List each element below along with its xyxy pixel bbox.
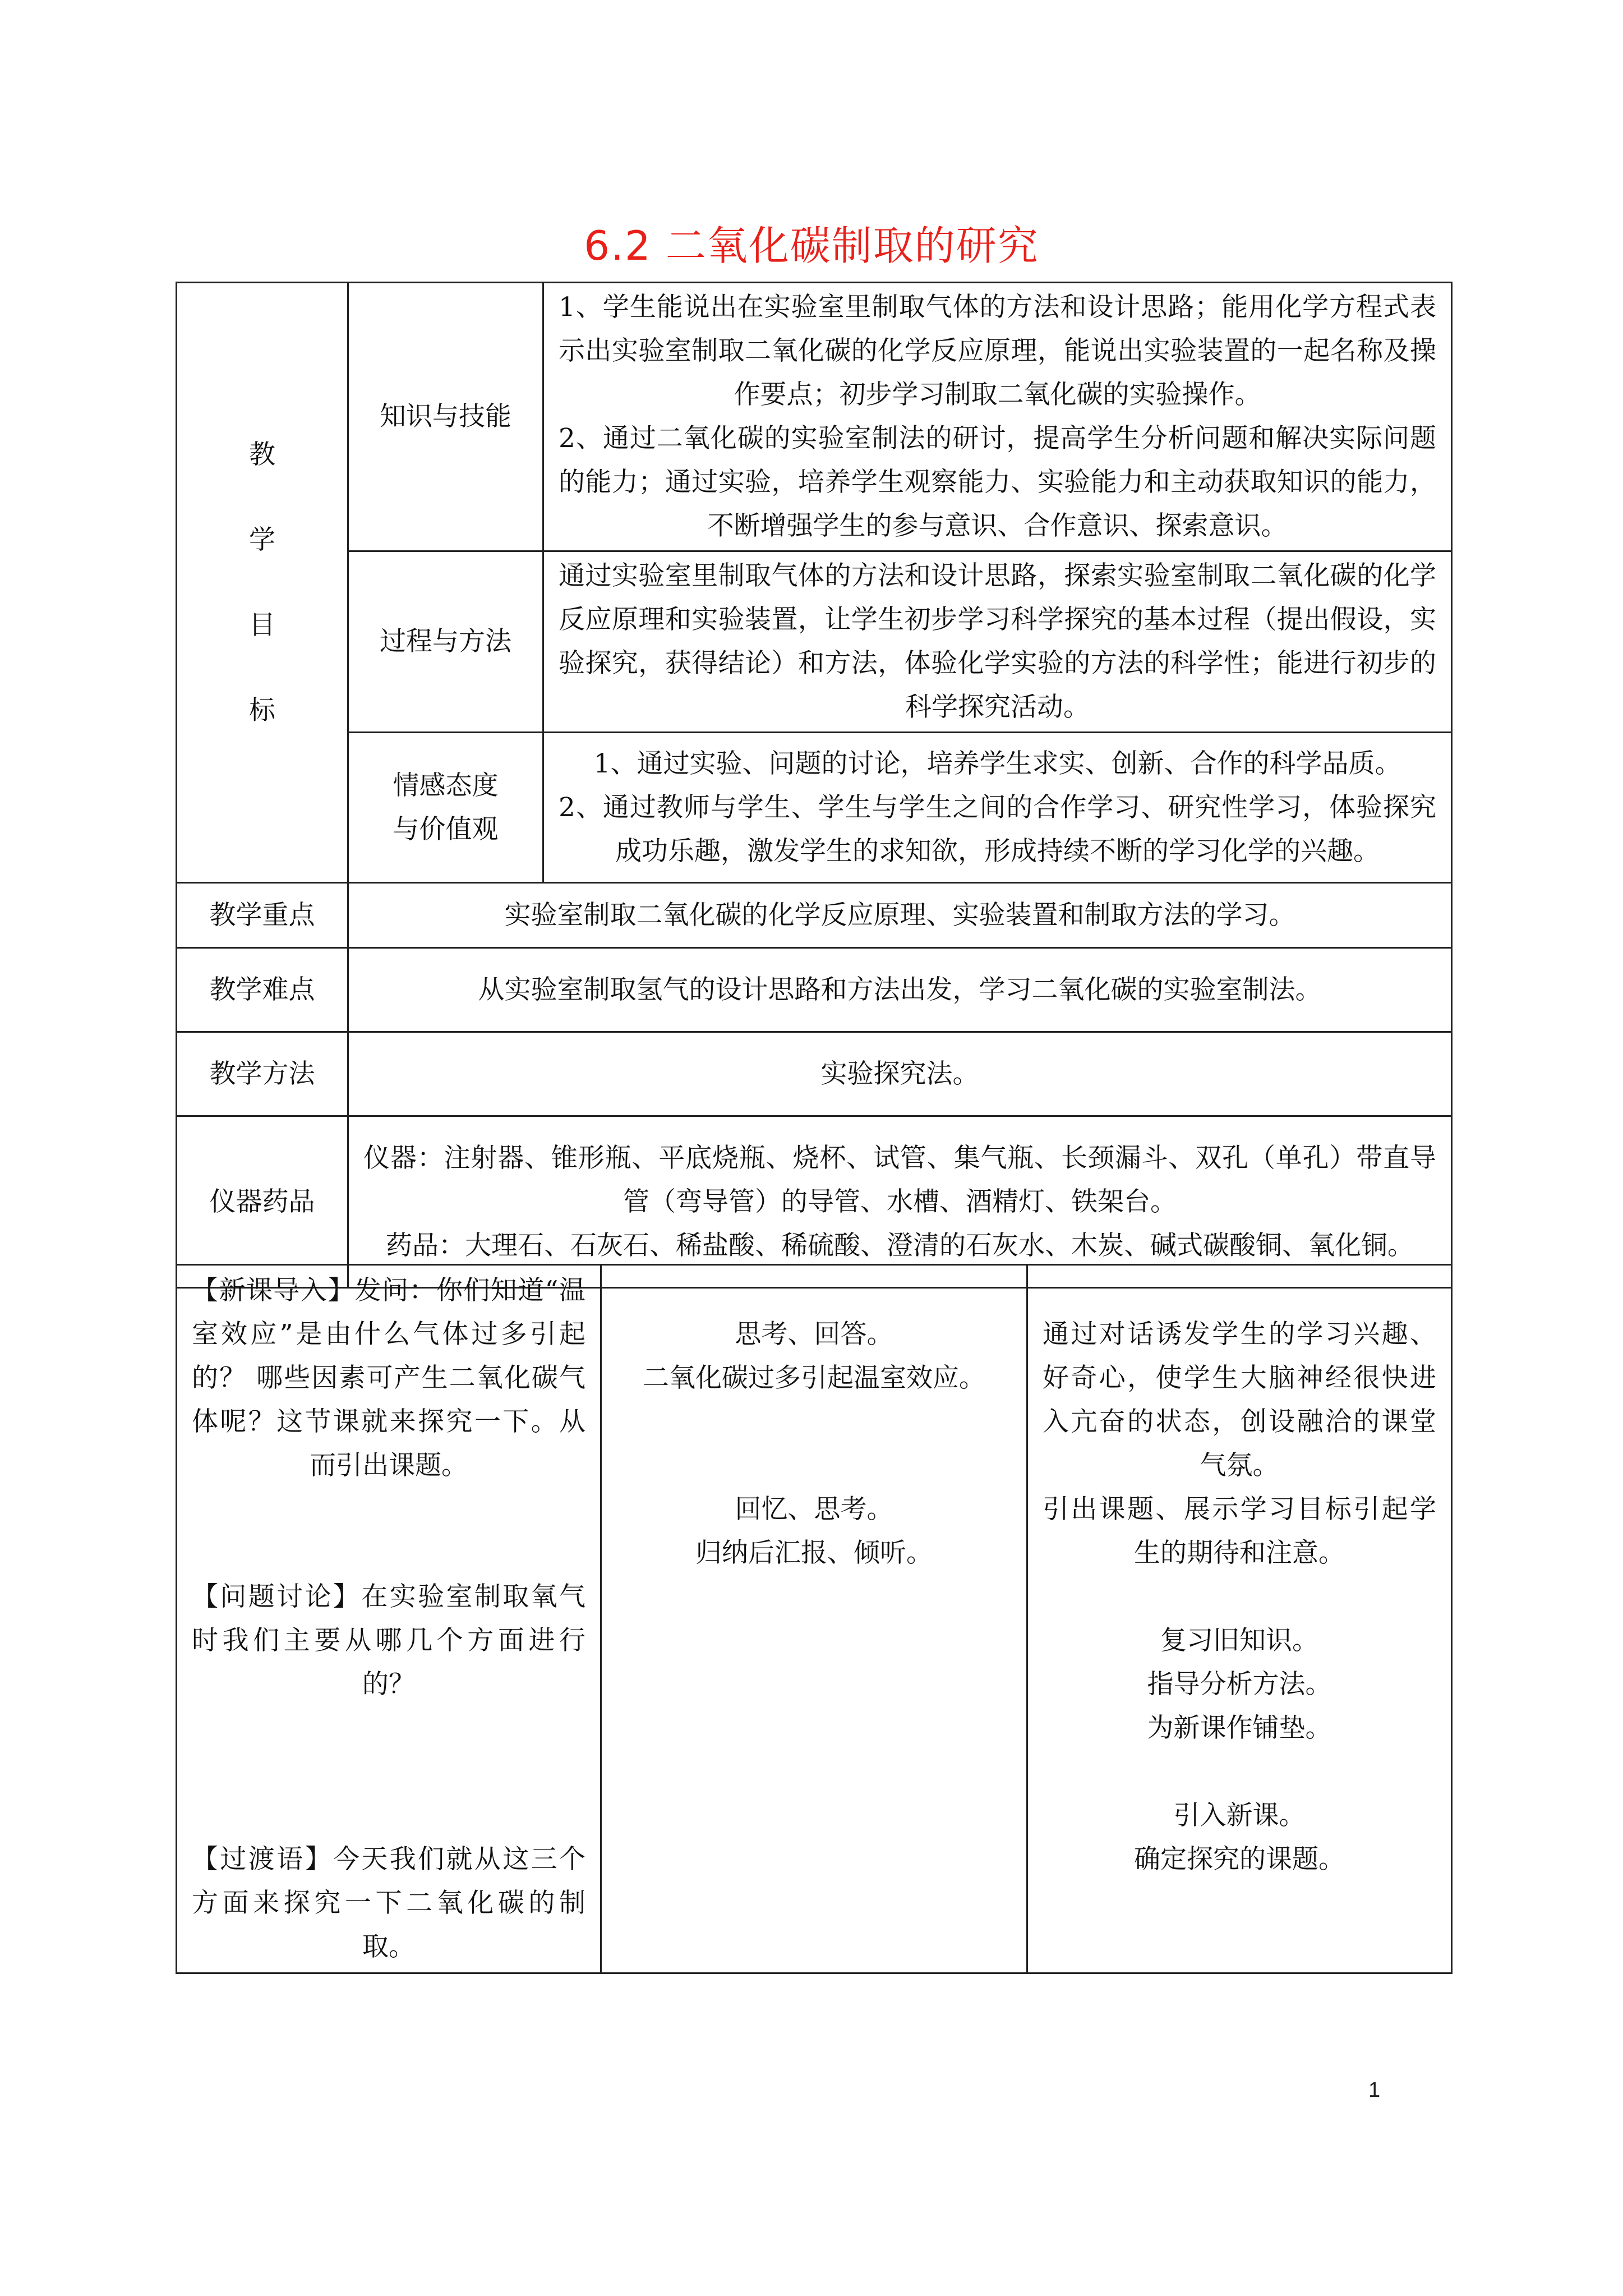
difficulty-text: 从实验室制取氢气的设计思路和方法出发，学习二氧化碳的实验室制法。 (348, 948, 1452, 1032)
objective-line: 1、学生能说出在实验室里制取气体的方法和设计思路；能用化学方程式表示出实验室制取二氧化碳的化学反应原理，能说出实验装置的一起名称及操作要点；初步学习制取二氧化碳的实验操作。 (559, 292, 1436, 410)
process-method-content (543, 551, 1452, 733)
objective-line: 通过实验室里制取气体的方法和设计思路，探索实验室制取二氧化碳的化学反应原理和实验装置，让学生初步学习科学探究的基本过程（提出假设，实验探究，获得结论）和方法，体验化学实验的方法的科学性；能进行初步的科学探究活动。 (559, 560, 1436, 723)
student-line: 二氧化碳过多引起温室效应。 (643, 1363, 985, 1393)
objectives-label-char: 教 (249, 439, 275, 470)
objectives-label-char: 目 (249, 609, 275, 641)
transition-paragraph: 【过渡语】今天我们就从这三个方面来探究一下二氧化碳的制取。 (192, 1844, 585, 1962)
chemicals-text: 药品：大理石、石灰石、稀盐酸、稀硫酸、澄清的石灰水、木炭、碱式碳酸铜、氧化铜。 (386, 1230, 1414, 1261)
teacher-activity-column (177, 1265, 601, 1973)
objective-line: 2、通过二氧化碳的实验室制法的研讨，提高学生分析问题和解决实际问题的能力；通过实验，培养学生观察能力、实验能力和主动获取知识的能力，不断增强学生的参与意识、合作意识、探索意识。 (559, 423, 1436, 541)
materials-content (348, 1116, 1452, 1288)
intent-paragraph: 引出课题、展示学习目标引起学生的期待和注意。 (1043, 1494, 1436, 1568)
intent-line: 确定探究的课题。 (1134, 1844, 1345, 1875)
page-number: 1 (1368, 2078, 1381, 2102)
key-point-text: 实验室制取二氧化碳的化学反应原理、实验装置和制取方法的学习。 (348, 883, 1452, 948)
objectives-label (177, 283, 348, 883)
values-label-line: 与价值观 (393, 813, 499, 845)
teaching-process-table (176, 1264, 1453, 1974)
difficulty-label: 教学难点 (177, 948, 348, 1032)
page-title: 6.2 二氧化碳制取的研究 (584, 222, 1039, 269)
student-line: 归纳后汇报、倾听。 (695, 1538, 933, 1568)
knowledge-skills-content (543, 283, 1452, 551)
process-method-label: 过程与方法 (348, 551, 543, 733)
intent-line: 复习旧知识。 (1160, 1625, 1318, 1656)
key-point-label: 教学重点 (177, 883, 348, 948)
objectives-label-char: 学 (249, 524, 275, 555)
attitude-values-content (543, 733, 1452, 883)
student-line: 回忆、思考。 (735, 1494, 893, 1525)
attitude-values-label (348, 733, 543, 883)
materials-label: 仪器药品 (177, 1116, 348, 1288)
objectives-table (176, 282, 1453, 1289)
method-label: 教学方法 (177, 1032, 348, 1116)
knowledge-skills-label: 知识与技能 (348, 283, 543, 551)
attitude-label-line: 情感态度 (393, 770, 499, 801)
intent-line: 指导分析方法。 (1147, 1669, 1332, 1700)
student-activity-column (601, 1265, 1027, 1973)
intent-line: 为新课作铺垫。 (1147, 1713, 1332, 1743)
instruments-text: 仪器：注射器、锥形瓶、平底烧瓶、烧杯、试管、集气瓶、长颈漏斗、双孔（单孔）带直导管（弯导管）的导管、水槽、酒精灯、铁架台。 (363, 1142, 1436, 1217)
objective-line: 2、通过教师与学生、学生与学生之间的合作学习、研究性学习，体验探究成功乐趣，激发学生的求知欲，形成持续不断的学习化学的兴趣。 (559, 792, 1436, 867)
student-line: 思考、回答。 (735, 1319, 893, 1350)
discussion-paragraph: 【问题讨论】在实验室制取氧气时我们主要从哪几个方面进行的？ (192, 1581, 585, 1700)
intro-paragraph: 【新课导入】发问：你们知道“温室效应”是由什么气体过多引起的？ 哪些因素可产生二氧化碳气体呢？这节课就来探究一下。从而引出课题。 (192, 1275, 585, 1481)
objective-line: 1、通过实验、问题的讨论，培养学生求实、创新、合作的科学品质。 (593, 748, 1401, 779)
intent-line: 引入新课。 (1173, 1800, 1306, 1831)
design-intent-column (1027, 1265, 1452, 1973)
method-text: 实验探究法。 (348, 1032, 1452, 1116)
objectives-label-char: 标 (249, 694, 275, 726)
intent-paragraph: 通过对话诱发学生的学习兴趣、好奇心，使学生大脑神经很快进入亢奋的状态，创设融洽的课堂气氛。 (1043, 1319, 1436, 1481)
